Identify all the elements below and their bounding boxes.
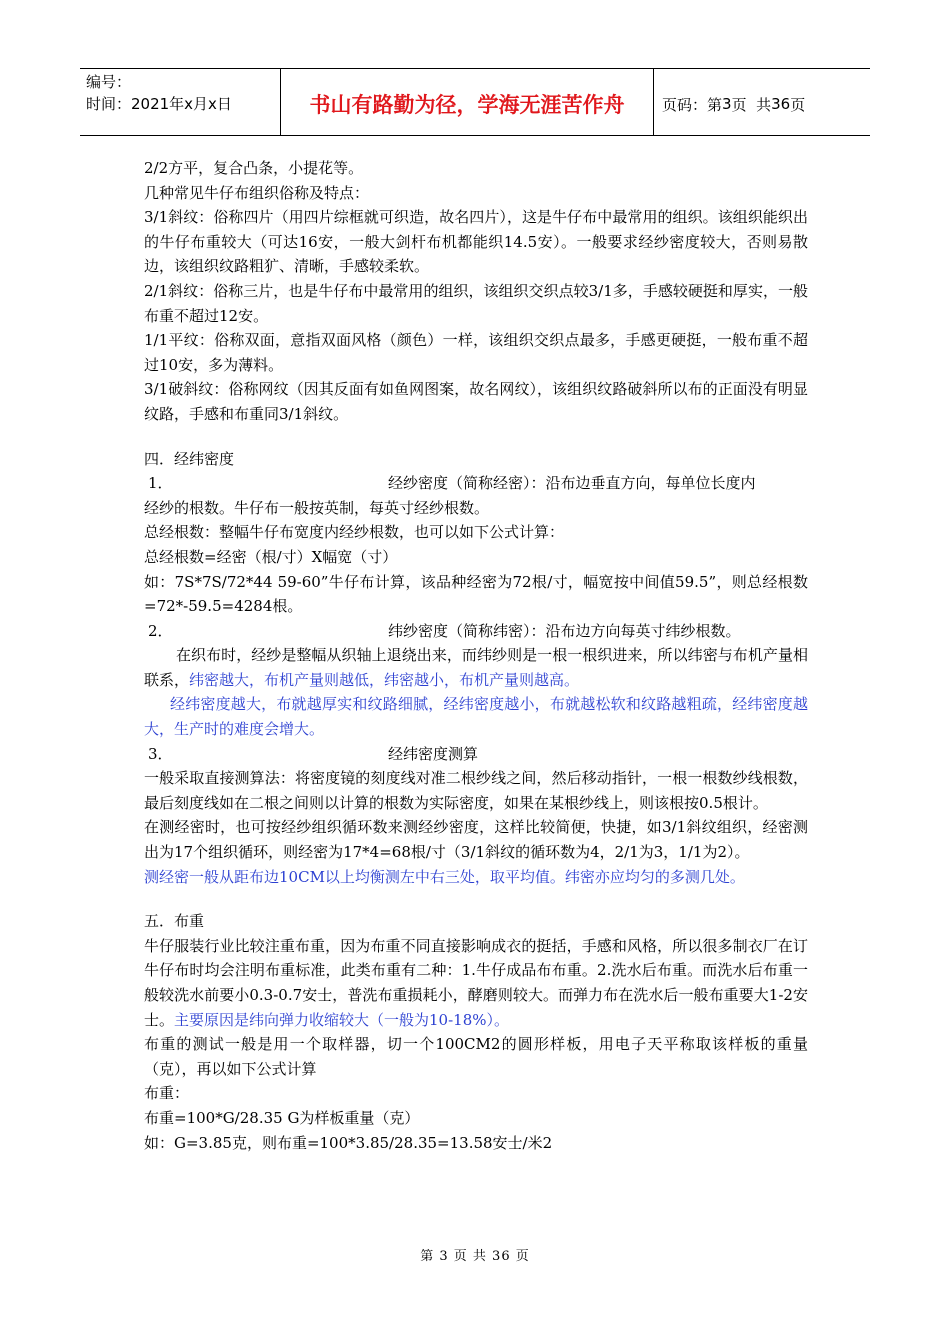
page-total: 36 (771, 95, 791, 113)
paragraph: 经纱的根数。牛仔布一般按英制，每英寸经纱根数。 (144, 498, 490, 517)
item-text: 经纱密度（简称经密）：沿布边垂直方向，每单位长度内 (388, 474, 756, 493)
item-text: 纬纱密度（简称纬密）：沿布边方向每英寸纬纱根数。 (388, 621, 741, 640)
highlight-paragraph: 测经密一般从距布边10CM以上均衡测左中右三处，取平均值。纬密亦应均匀的多测几处。 (144, 867, 745, 886)
highlight-text: 主要原因是纬向弹力收缩较大（一般为10-18%）。 (174, 1010, 510, 1029)
page-mid-label: 页 共 (731, 95, 772, 114)
section-heading: 五．布重 (144, 912, 205, 931)
paragraph: 一般采取直接测算法：将密度镜的刻度线对准二根纱线之间，然后移动指针，一根一根数纱线根数，最后刻度线如在二根之间则以计算的根数为实际密度，如果在某根纱线上，则该根按0.5根计。 (144, 769, 808, 812)
doc-time-label: 时间：2021年x月x日 (86, 95, 232, 113)
doc-number-label: 编号： (86, 73, 132, 91)
section-heading: 四．经纬密度 (144, 449, 235, 468)
paragraph: 3/1破斜纹：俗称网纹（因其反面有如鱼网图案，故名网纹），该组织纹路破斜所以布的正面没有明显纹路，手感和布重同3/1斜纹。 (144, 380, 808, 423)
paragraph: 1/1平纹：俗称双面，意指双面风格（颜色）一样，该组织交织点最多，手感更硬挺，一般布重不超过10安，多为薄料。 (144, 331, 808, 374)
paragraph (144, 934, 808, 1032)
paragraph-text: 牛仔服装行业比较注重布重，因为布重不同直接影响成衣的挺括，手感和风格，所以很多制衣厂在订牛仔布时均会注明布重标准，此类布重有二种：1.牛仔成品布布重。2.洗水后布重。而洗水后布重一般较洗水前要小0.3-0.7安士，普洗布重损耗小，酵磨则较大。而弹力布在洗水后一般布重要大1-2安士。 (144, 936, 808, 1029)
page-label: 页码：第 (662, 95, 723, 114)
paragraph: 总经根数：整幅牛仔布宽度内经纱根数，也可以如下公式计算： (144, 523, 565, 542)
paragraph: 在测经密时，也可按经纱组织循环数来测经纱密度，这样比较简便，快捷，如3/1斜纹组织，经密测出为17个组织循环，则经密为17*4=68根/寸（3/1斜纹的循环数为4，2/1为3，1/1为2）。 (144, 818, 808, 862)
highlight-text: 纬密越大，布机产量则越低，纬密越小，布机产量则越高。 (189, 670, 580, 689)
page-end-label: 页 (790, 95, 806, 114)
paragraph (144, 643, 808, 692)
formula: 总经根数=经密（根/寸）X幅宽（寸） (144, 547, 398, 566)
item-text: 经纬密度测算 (388, 744, 479, 763)
item-number: 2． (148, 621, 173, 640)
header-motto: 书山有路勤为径，学海无涯苦作舟 (280, 69, 654, 135)
numbered-item (144, 619, 808, 644)
document-body (144, 156, 808, 1155)
item-number: 3． (148, 744, 173, 763)
numbered-item (144, 471, 808, 496)
item-number: 1． (148, 474, 173, 493)
paragraph: 布重： (144, 1084, 190, 1103)
page-number: 3 (722, 95, 732, 113)
formula: 布重=100*G/28.35 G为样板重量（克） (144, 1108, 420, 1127)
highlight-paragraph: 经纬密度越大，布就越厚实和纹路细腻，经纬密度越小，布就越松软和纹路越粗疏，经纬密度越大，生产时的难度会增大。 (144, 695, 808, 739)
paragraph: 2/1斜纹：俗称三片，也是牛仔布中最常用的组织，该组织交织点较3/1多，手感较硬挺和厚实，一般布重不超过12安。 (144, 281, 808, 325)
paragraph: 如：G=3.85克，则布重=100*3.85/28.35=13.58安士/米2 (144, 1133, 553, 1152)
header-info (80, 69, 280, 135)
paragraph: 如：7S*7S/72*44 59-60”牛仔布计算，该品种经密为72根/寸，幅宽按中间值59.5”，则总经根数=72*-59.5=4284根。 (144, 572, 808, 616)
paragraph: 布重的测试一般是用一个取样器，切一个100CM2的圆形样板，用电子天平称取该样板的重量（克），再以如下公式计算 (144, 1035, 808, 1078)
paragraph-text: 在织布时，经纱是整幅从织轴上退绕出来，而纬纱则是一根一根织进来，所以纬密与布机产量相联系， (144, 646, 808, 689)
page-header (80, 68, 870, 136)
paragraph: 2/2方平，复合凸条，小提花等。 (144, 159, 364, 177)
page-footer: 第 3 页 共 36 页 (420, 1249, 530, 1264)
numbered-item (144, 742, 808, 767)
paragraph: 3/1斜纹：俗称四片（用四片综框就可织造，故名四片），这是牛仔布中最常用的组织。该组织能织出的牛仔布重较大（可达16安，一般大剑杆布机都能织14.5安）。一般要求经纱密度较大，否则易散边，该组织纹路粗犷、清晰，手感较柔软。 (144, 208, 808, 276)
header-page-info (654, 69, 870, 135)
paragraph: 几种常见牛仔布组织俗称及特点： (144, 183, 370, 202)
